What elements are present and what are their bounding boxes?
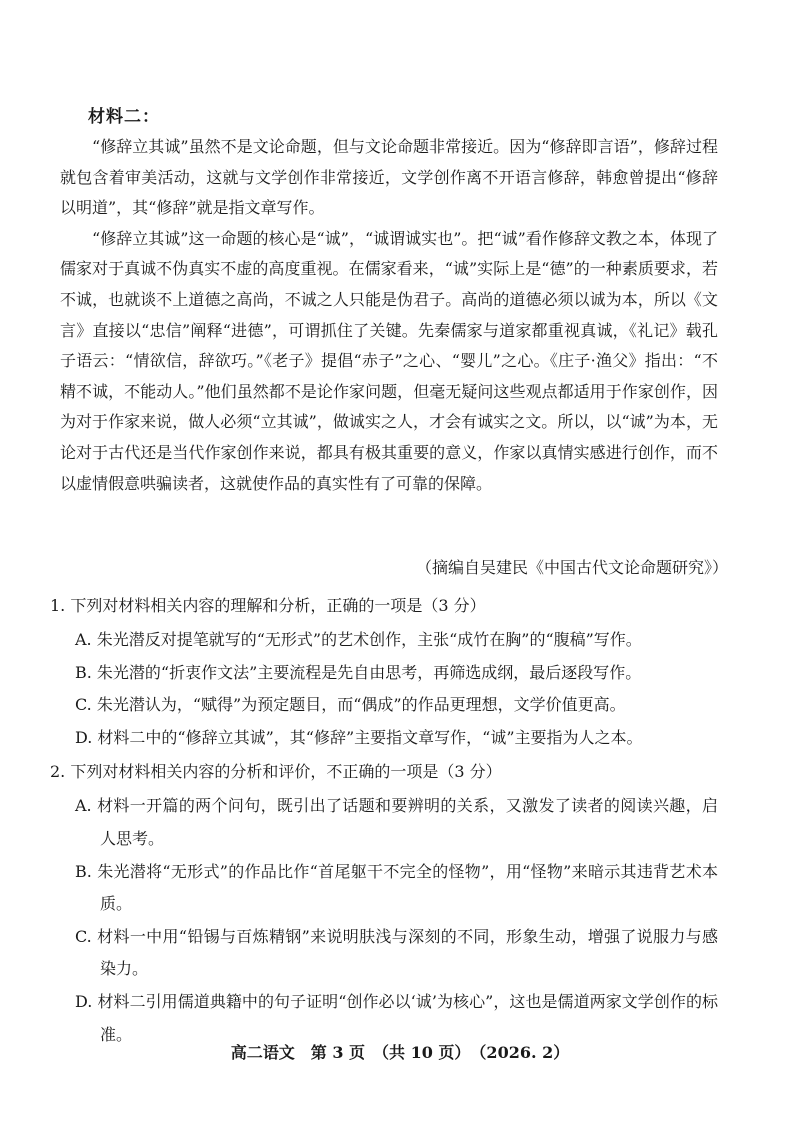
question-stem: 2. 下列对材料相关内容的分析和评价，不正确的一项是（3 分） (50, 762, 502, 782)
material-passage (60, 132, 718, 499)
option-d: D. 材料二中的“修辞立其诚”，其“修辞”主要指文章写作，“诚”主要指为人之本。 (75, 727, 643, 747)
option-c: C. 朱光潜认为，“赋得”为预定题目，而“偶成”的作品更理想，文学价值更高。 (75, 695, 626, 715)
option-a: A. 材料一开篇的两个问句，既引出了话题和要辨明的关系，又激发了读者的阅读兴趣，启人思考。 (75, 796, 718, 848)
option-b: B. 朱光潜的“折衷作文法”主要流程是先自由思考，再筛选成纲，最后逐段写作。 (75, 662, 642, 682)
question-stem: 1. 下列对材料相关内容的理解和分析，正确的一项是（3 分） (50, 596, 486, 615)
source-citation: （摘编自吴建民《中国古代文论命题研究》） (415, 558, 728, 577)
question-list (50, 588, 722, 1051)
option-d: D. 材料二引用儒道典籍中的句子证明“创作必以‘诚’为核心”，这也是儒道两家文学创作的标准。 (75, 991, 718, 1044)
question-1 (50, 588, 722, 754)
option-c: C. 材料一中用“铅锡与百炼精钢”来说明肤浅与深刻的不同，形象生动，增强了说服力与感染力。 (75, 926, 718, 979)
passage-paragraph: “修辞立其诚”虽然不是文论命题，但与文论命题非常接近。因为“修辞即言语”，修辞过程就包含着审美活动，这就与文学创作非常接近，文学创作离不开语言修辞，韩愈曾提出“修辞以明道”，其“修辞”就是指文章写作。 (60, 137, 718, 218)
passage-paragraph: “修辞立其诚”这一命题的核心是“诚”，“诚谓诚实也”。把“诚”看作修辞文教之本，体现了儒家对于真诚不伪真实不虚的高度重视。在儒家看来，“诚”实际上是“德”的一种素质要求，若不诚，也就谈不上道德之高尚，不诚之人只能是伪君子。高尚的道德必须以诚为本，所以《文言》直接以“忠信”阐释“进德”，可谓抓住了关键。先秦儒家与道家都重视真诚，《礼记》载孔子语云：“情欲信，辞欲巧。”《老子》提倡“赤子”之心、“婴儿”之心。《庄子·渔父》指出：“不精不诚，不能动人。”他们虽然都不是论作家问题，但毫无疑问这些观点都适用于作家创作，因为对于作家来说，做人必须“立其诚”，做诚实之人，才会有诚实之文。所以，以“诚”为本，无论对于古代还是当代作家创作来说，都具有极其重要的意义，作家以真情实感进行创作，而不以虚情假意哄骗读者，这就使作品的真实性有了可靠的保障。 (60, 228, 718, 493)
page-footer: 高二语文 第 3 页 （共 10 页） （2026. 2） (230, 1043, 570, 1062)
question-2 (50, 754, 722, 1051)
option-b: B. 朱光潜将“无形式”的作品比作“首尾躯干不完全的怪物”，用“怪物”来暗示其违背艺术本质。 (75, 861, 718, 914)
option-a: A. 朱光潜反对提笔就写的“无形式”的艺术创作，主张“成竹在胸”的“腹稿”写作。 (75, 630, 642, 649)
option-list (50, 790, 722, 1051)
option-list (50, 624, 722, 754)
material-heading: 材料二： (88, 107, 160, 127)
